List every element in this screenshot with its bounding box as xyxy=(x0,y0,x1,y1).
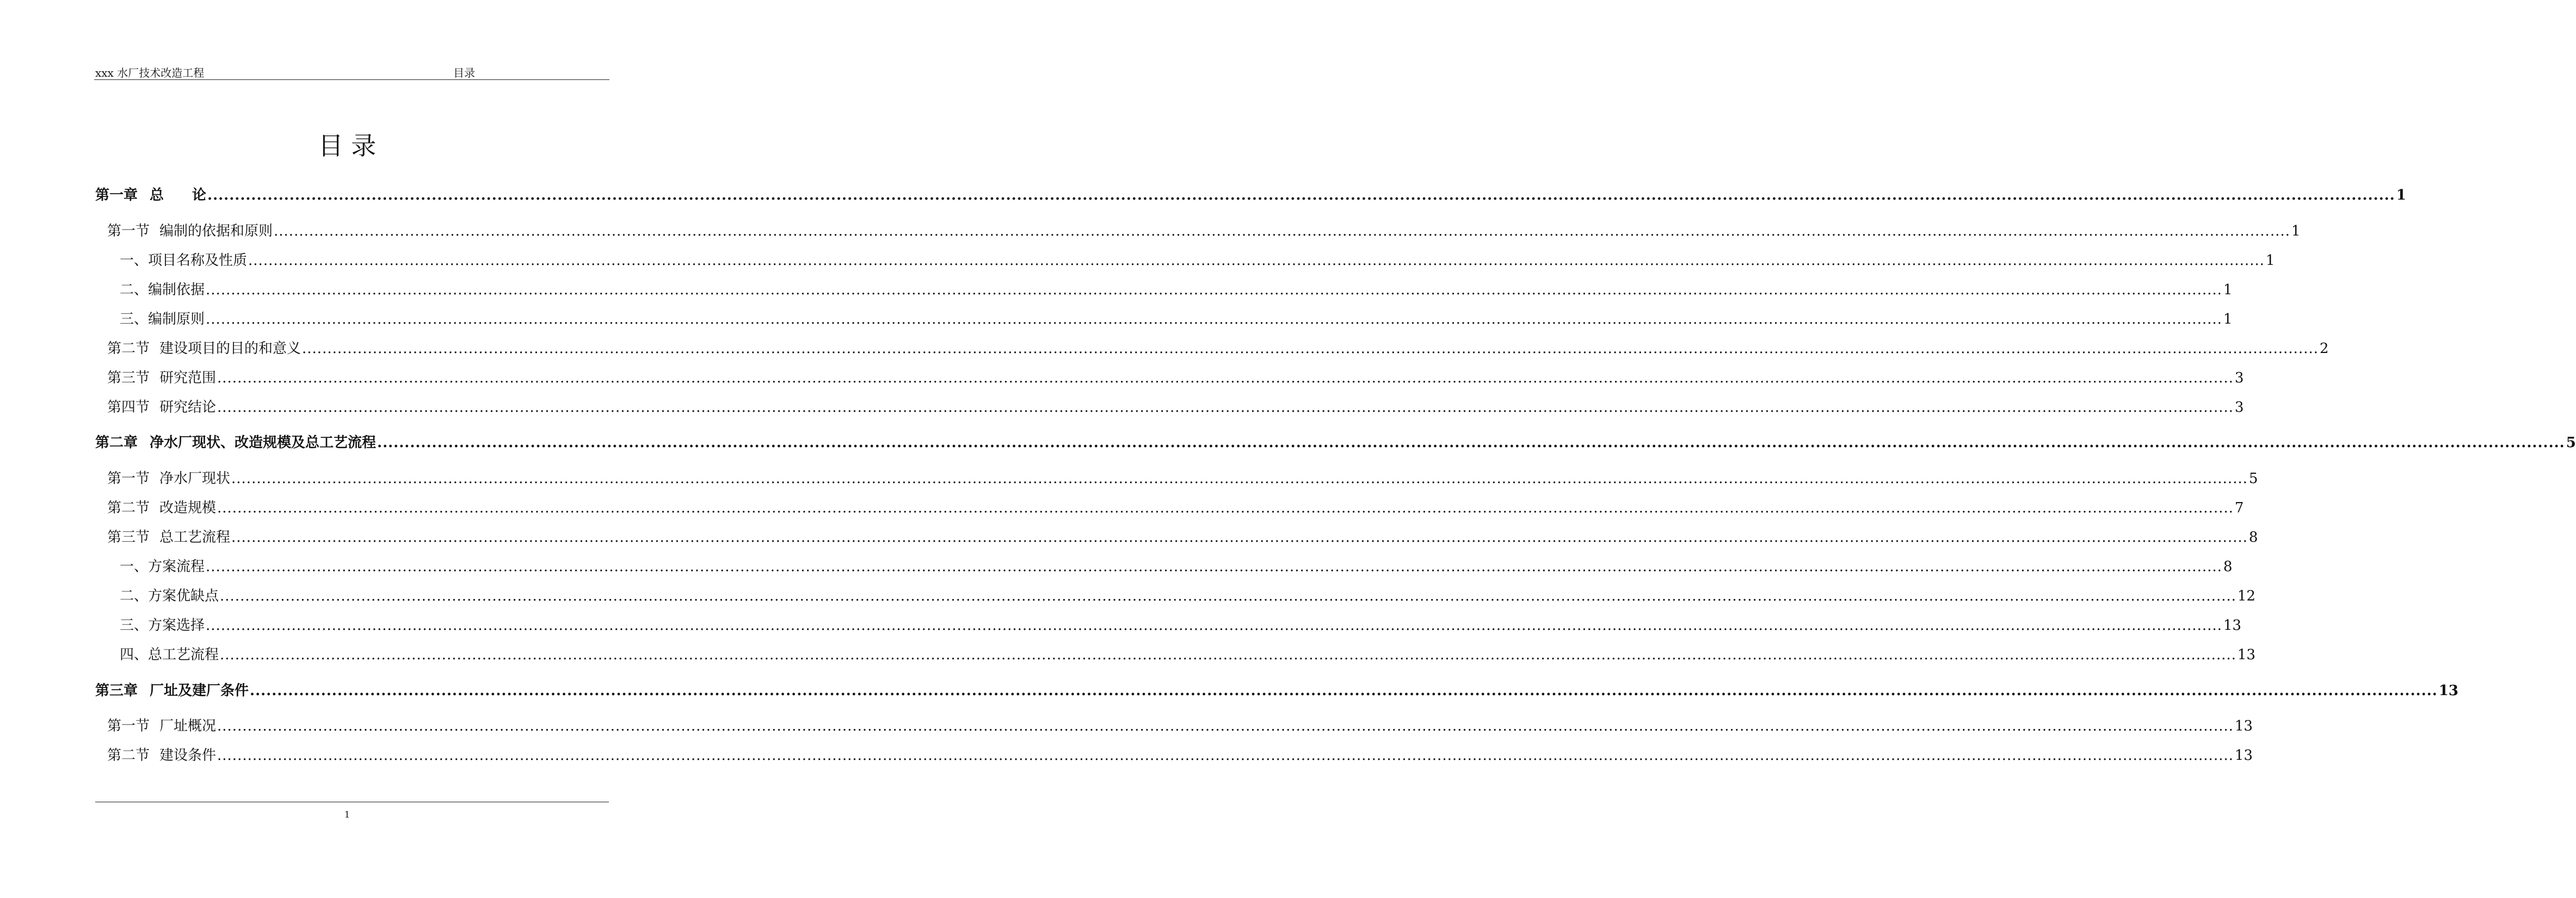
toc-entry-text: 总工艺流程 xyxy=(159,529,231,546)
toc-entry-page: 8 xyxy=(2223,559,2233,575)
toc-entry-label xyxy=(120,308,205,328)
toc-entry-number: 二、 xyxy=(120,282,149,298)
page-title: 目 录 xyxy=(318,131,377,160)
toc-entry-page: 2 xyxy=(2319,340,2329,357)
toc-leader-dots: ................................................................................................................................................................................................................................................................................................................................................................................................................ xyxy=(220,647,2236,663)
toc-entry-label xyxy=(107,526,230,546)
toc-entry-number: 三、 xyxy=(120,617,149,634)
toc-leader-dots: ................................................................................................................................................................................................................................................................................................................................................................................................................ xyxy=(206,311,2222,327)
toc-entry-text: 方案优缺点 xyxy=(148,588,219,604)
toc-entry-label xyxy=(107,220,273,240)
toc-entry-page: 5 xyxy=(2248,470,2258,487)
toc-entry-number: 一、 xyxy=(120,252,149,269)
toc-leader-dots: ................................................................................................................................................................................................................................................................................................................................................................................................................ xyxy=(248,252,2265,269)
toc-entry-number: 第一章 xyxy=(95,187,138,203)
toc-leader-dots: ................................................................................................................................................................................................................................................................................................................................................................................................................ xyxy=(220,588,2236,604)
toc-entry-page: 5 xyxy=(2566,435,2576,451)
toc-leader-dots: ................................................................................................................................................................................................................................................................................................................................................................................................................ xyxy=(302,340,2319,357)
toc-entry-label xyxy=(107,715,216,735)
toc-leader-dots: ................................................................................................................................................................................................................................................................................................................................................................................................................ xyxy=(377,435,2565,451)
toc-entry-page: 13 xyxy=(2223,617,2241,634)
toc-entry-page: 3 xyxy=(2234,370,2244,386)
toc-entry-number: 第一节 xyxy=(107,223,150,239)
toc-entry-page: 12 xyxy=(2237,588,2255,604)
toc-entry-text: 厂址及建厂条件 xyxy=(150,683,249,699)
toc-entry-text: 建设项目的目的和意义 xyxy=(159,340,301,357)
toc-entry-number: 二、 xyxy=(120,588,149,604)
toc-subsection-entry[interactable] xyxy=(95,278,2233,299)
toc-entry-label xyxy=(120,278,205,299)
toc-entry-text: 总 论 xyxy=(150,187,207,203)
toc-entry-label xyxy=(120,585,219,605)
toc-entry-text: 研究范围 xyxy=(159,370,217,386)
toc-entry-text: 方案流程 xyxy=(148,559,205,575)
toc-entry-label xyxy=(107,396,216,416)
toc-entry-label xyxy=(95,431,376,451)
toc-entry-text: 厂址概况 xyxy=(159,718,217,734)
toc-section-entry[interactable] xyxy=(95,467,2258,487)
toc-subsection-entry[interactable] xyxy=(95,249,2275,269)
toc-entry-page: 1 xyxy=(2223,282,2233,298)
toc-entry-text: 编制依据 xyxy=(148,282,205,298)
toc-entry-number: 第二章 xyxy=(95,435,138,451)
toc-leader-dots: ................................................................................................................................................................................................................................................................................................................................................................................................................ xyxy=(207,187,2395,203)
toc-chapter-entry[interactable] xyxy=(95,679,2458,699)
toc-entry-label xyxy=(120,555,205,575)
toc-entry-page: 13 xyxy=(2438,683,2458,699)
toc-entry-page: 8 xyxy=(2248,529,2258,546)
toc-entry-page: 13 xyxy=(2237,647,2255,663)
toc-leader-dots: ................................................................................................................................................................................................................................................................................................................................................................................................................ xyxy=(206,617,2222,634)
toc-chapter-entry[interactable] xyxy=(95,431,2576,451)
toc-entry-text: 编制原则 xyxy=(148,311,205,327)
toc-section-entry[interactable] xyxy=(95,396,2244,416)
toc-entry-number: 一、 xyxy=(120,559,149,575)
header-document-title: xxx 水厂技术改造工程 xyxy=(95,66,205,79)
toc-entry-number: 第一节 xyxy=(107,470,150,487)
toc-entry-text: 研究结论 xyxy=(159,399,217,416)
toc-entry-label xyxy=(120,249,247,269)
toc-leader-dots: ................................................................................................................................................................................................................................................................................................................................................................................................................ xyxy=(250,683,2438,699)
toc-section-entry[interactable] xyxy=(95,220,2301,240)
toc-leader-dots: ................................................................................................................................................................................................................................................................................................................................................................................................................ xyxy=(217,370,2234,386)
toc-leader-dots: ................................................................................................................................................................................................................................................................................................................................................................................................................ xyxy=(217,718,2234,734)
toc-entry-page: 7 xyxy=(2234,500,2244,516)
toc-entry-text: 编制的依据和原则 xyxy=(159,223,273,239)
toc-entry-page: 1 xyxy=(2223,311,2233,327)
toc-entry-label xyxy=(95,184,206,204)
toc-entry-page: 1 xyxy=(2265,252,2275,269)
toc-entry-text: 总工艺流程 xyxy=(148,647,219,663)
toc-leader-dots: ................................................................................................................................................................................................................................................................................................................................................................................................................ xyxy=(231,470,2248,487)
footer-page-number: 1 xyxy=(344,809,350,820)
toc-leader-dots: ................................................................................................................................................................................................................................................................................................................................................................................................................ xyxy=(206,282,2222,298)
toc-entry-text: 净水厂现状、改造规模及总工艺流程 xyxy=(150,435,377,451)
toc-entry-number: 第二节 xyxy=(107,500,150,516)
toc-entry-label xyxy=(107,337,301,357)
toc-entry-text: 项目名称及性质 xyxy=(148,252,248,269)
toc-section-entry[interactable] xyxy=(95,526,2258,546)
toc-leader-dots: ................................................................................................................................................................................................................................................................................................................................................................................................................ xyxy=(217,500,2234,516)
toc-subsection-entry[interactable] xyxy=(95,585,2255,605)
toc-entry-page: 3 xyxy=(2234,399,2244,416)
toc-entry-text: 建设条件 xyxy=(159,747,217,764)
toc-subsection-entry[interactable] xyxy=(95,643,2255,664)
page-header xyxy=(94,63,609,80)
toc-section-entry[interactable] xyxy=(95,715,2253,735)
toc-entry-number: 第二节 xyxy=(107,340,150,357)
toc-subsection-entry[interactable] xyxy=(95,614,2241,634)
toc-entry-number: 第三节 xyxy=(107,529,150,546)
toc-entry-text: 改造规模 xyxy=(159,500,217,516)
toc-subsection-entry[interactable] xyxy=(95,308,2233,328)
toc-section-entry[interactable] xyxy=(95,367,2244,387)
toc-entry-text: 方案选择 xyxy=(148,617,205,634)
toc-leader-dots: ................................................................................................................................................................................................................................................................................................................................................................................................................ xyxy=(206,559,2222,575)
toc-leader-dots: ................................................................................................................................................................................................................................................................................................................................................................................................................ xyxy=(217,399,2234,416)
toc-entry-number: 第三节 xyxy=(107,370,150,386)
toc-entry-label xyxy=(95,679,249,699)
toc-section-entry[interactable] xyxy=(95,497,2244,517)
toc-entry-label xyxy=(107,744,216,764)
toc-entry-label xyxy=(107,497,216,517)
toc-entry-page: 1 xyxy=(2396,187,2406,203)
toc-entry-page: 1 xyxy=(2291,223,2301,239)
toc-entry-number: 第三章 xyxy=(95,683,138,699)
toc-entry-page: 13 xyxy=(2234,747,2253,764)
header-section-label: 目录 xyxy=(453,66,475,79)
toc-entry-text: 净水厂现状 xyxy=(159,470,231,487)
toc-entry-number: 第四节 xyxy=(107,399,150,416)
toc-subsection-entry[interactable] xyxy=(95,555,2233,575)
toc-chapter-entry[interactable] xyxy=(95,184,2406,204)
toc-entry-label xyxy=(107,367,216,387)
toc-section-entry[interactable] xyxy=(95,744,2253,764)
toc-entry-number: 四、 xyxy=(120,647,149,663)
toc-leader-dots: ................................................................................................................................................................................................................................................................................................................................................................................................................ xyxy=(274,223,2290,239)
toc-entry-label xyxy=(120,614,205,634)
toc-entry-number: 第二节 xyxy=(107,747,150,764)
toc-entry-label xyxy=(107,467,230,487)
toc-entry-number: 第一节 xyxy=(107,718,150,734)
toc-leader-dots: ................................................................................................................................................................................................................................................................................................................................................................................................................ xyxy=(231,529,2248,546)
toc-section-entry[interactable] xyxy=(95,337,2329,357)
toc-entry-page: 13 xyxy=(2234,718,2253,734)
toc-entry-number: 三、 xyxy=(120,311,149,327)
toc-entry-label xyxy=(120,643,219,664)
toc-leader-dots: ................................................................................................................................................................................................................................................................................................................................................................................................................ xyxy=(217,747,2234,764)
